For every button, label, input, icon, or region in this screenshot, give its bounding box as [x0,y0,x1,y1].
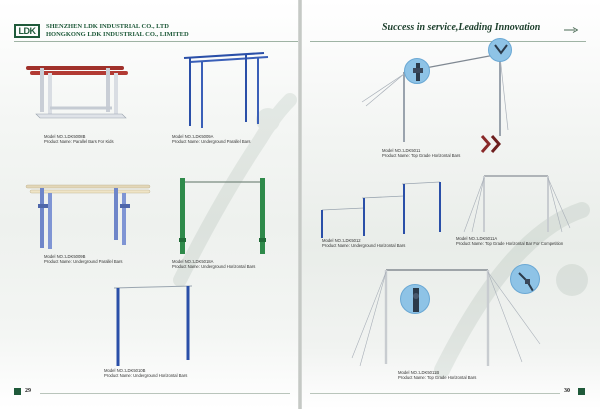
model-number: Model NO.:LDK5011 [382,148,421,153]
header-divider [14,41,298,42]
header-divider [310,41,586,42]
product-name: Product Name: Underground Horizontal Bars [104,373,188,379]
product-caption [172,259,292,270]
product-caption [382,148,512,159]
product-ldk5009b [24,182,152,265]
slogan: Success in service,Leading Innovation [382,22,541,33]
product-name: Product Name: Parallel Bars For Kids [44,139,114,145]
model-number: Model NO.:LDK5009A [172,134,214,139]
detail-zoom-bracket [488,38,512,62]
detail-zoom-clamp [404,58,430,84]
page-number-marker [578,388,585,395]
product-caption [172,134,292,145]
product-caption [44,134,164,145]
product-ldk5011 [360,44,510,159]
company-names [46,23,189,39]
arrow-right-icon [564,27,578,33]
footer-divider [310,393,560,394]
model-number: Model NO.:LDK5011A [456,236,498,241]
product-ldk5009a [172,50,270,145]
detail-zoom-tensioner [400,284,430,314]
product-image-underground-parallel-bars-wood [24,182,152,252]
model-number: Model NO.:LDK5009B [44,254,86,259]
product-ldk5011a [456,172,572,247]
product-name: Product Name: Top Grade Horizontal Bars [382,153,461,159]
left-page [0,0,298,409]
product-image-top-grade-horizontal-bar [360,44,510,144]
model-number: Model NO.:LDK5018A [172,259,214,264]
product-image-parallel-bars-kids [22,58,132,128]
product-name: Product Name: Underground Horizontal Bars [172,264,256,270]
product-caption [44,254,164,265]
page-number-left: 29 [25,388,31,394]
company-name-shenzhen: SHENZHEN LDK INDUSTRIAL CO., LTD [46,23,169,30]
product-ldk5018a [172,176,270,270]
product-name: Product Name: Underground Horizontal Bars [322,243,406,249]
product-caption [456,236,596,247]
product-name: Product Name: Underground Parallel Bars [172,139,251,145]
page-number-marker [14,388,21,395]
product-image-underground-horizontal-bars-stepped [318,178,444,240]
product-image-competition-horizontal-bar [462,172,572,234]
model-number: Model NO.:LDK5010B [104,368,146,373]
product-ldk5010b [104,282,198,379]
company-name-hongkong: HONGKONG LDK INDUSTRIAL CO., LIMITED [46,31,189,38]
right-page [302,0,600,409]
product-ldk5012 [318,178,444,249]
page-number-right: 30 [564,388,570,394]
detail-zoom-cable-clamp [510,264,540,294]
product-image-underground-horizontal-bar-blue [108,282,198,368]
company-logo: LDK [14,24,40,38]
product-caption [398,370,538,381]
product-image-underground-parallel-bars [180,50,270,130]
model-number: Model NO.:LDK5008B [44,134,86,139]
product-name: Product Name: Underground Parallel Bars [44,259,123,265]
product-caption [104,368,224,379]
product-ldk5011b [346,262,546,381]
product-ldk5008b [22,58,132,145]
footer-divider [40,393,290,394]
product-name: Product Name: Top Grade Horizontal Bars [398,375,477,381]
model-number: Model NO.:LDK5011B [398,370,440,375]
model-number: Model NO.:LDK5012 [322,238,361,243]
product-caption [322,238,452,249]
product-name: Product Name: Top Grade Horizontal Bar For Competition [456,241,564,247]
product-image-underground-horizontal-bar-green [176,176,270,256]
